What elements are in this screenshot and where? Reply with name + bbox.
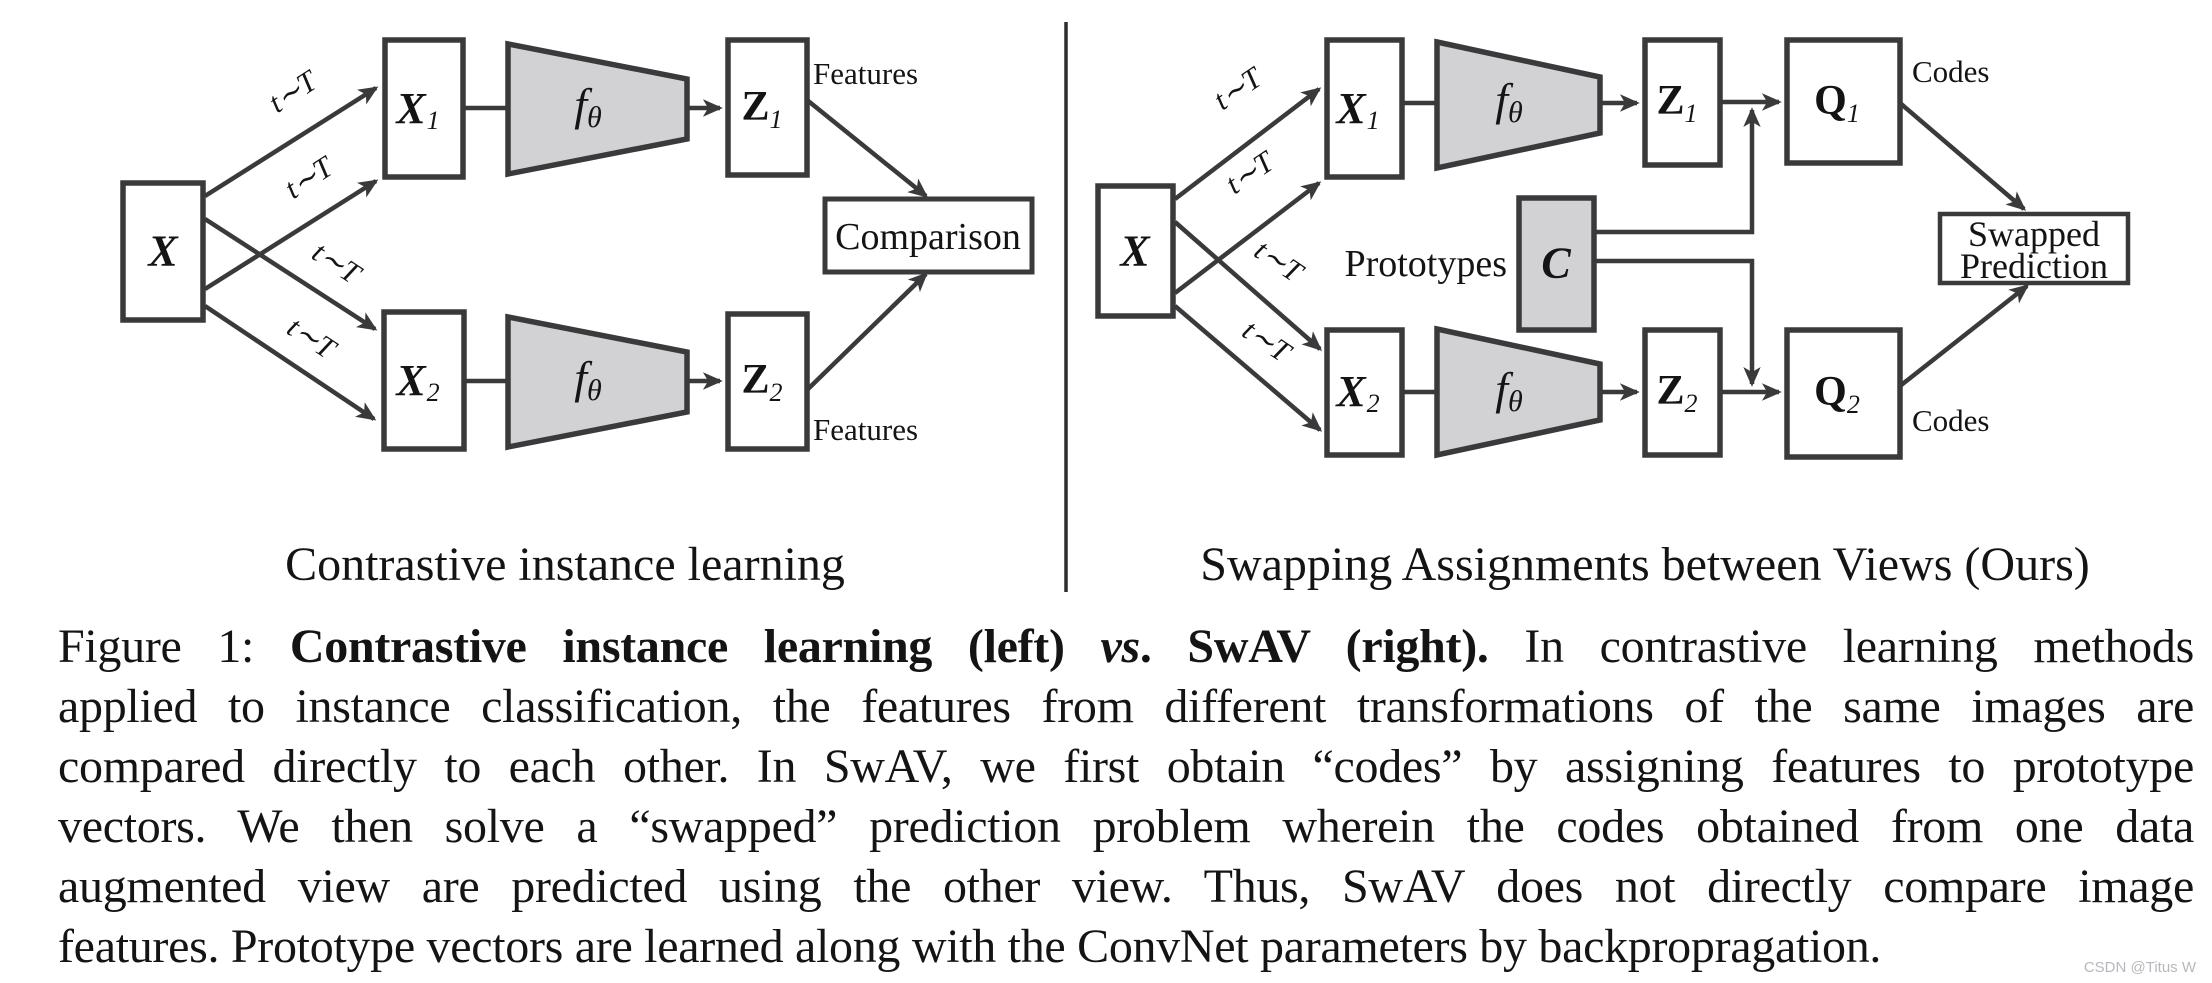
transform-label: t∼T xyxy=(278,150,339,206)
left-panel-title: Contrastive instance learning xyxy=(285,538,845,591)
figure-caption xyxy=(58,617,2194,977)
encoder-label: $f_\theta$ xyxy=(574,351,602,407)
caption-vs: vs xyxy=(1100,620,1140,673)
transform-label: t∼T xyxy=(1236,313,1297,369)
node-q1-label: $Q_1$ xyxy=(1814,78,1860,128)
node-x2-label: $X_2$ xyxy=(396,355,440,407)
comparison-label: Comparison xyxy=(835,216,1021,258)
augment-arrow xyxy=(205,306,374,419)
caption-text: In contrastive learning methods xyxy=(1488,620,2194,673)
caption-line-2: applied to instance classification, the features from different transformations of the same images are xyxy=(58,680,2194,733)
transform-label: t∼T xyxy=(281,310,342,366)
node-x1-label: $X_1$ xyxy=(396,83,440,135)
transform-label: t∼T xyxy=(306,235,367,291)
features-label-bottom: Features xyxy=(813,412,919,447)
caption-line-6: features. Prototype vectors are learned along with the ConvNet parameters by backpropragation. xyxy=(58,920,1882,973)
caption-bold-right: . SwAV (right). xyxy=(1139,620,1489,673)
transform-label: t∼T xyxy=(1219,145,1280,201)
features-label-top: Features xyxy=(813,56,919,91)
prototypes-c-label: C xyxy=(1541,238,1571,288)
codes-label-bottom: Codes xyxy=(1912,403,1990,438)
node-z1-label: $Z_1$ xyxy=(741,84,783,134)
feature-to-comparison-arrow xyxy=(807,274,926,390)
caption-line-5: augmented view are predicted using the other view. Thus, SwAV does not directly compare image xyxy=(58,860,2194,913)
caption-line-4: vectors. We then solve a “swapped” prediction problem wherein the codes obtained from one data xyxy=(58,800,2194,853)
node-z2-label: $Z_2$ xyxy=(1656,368,1698,418)
caption-figure-number: Figure 1: xyxy=(58,620,290,673)
encoder-label: $f_\theta$ xyxy=(574,78,602,134)
right-diagram xyxy=(1098,40,2128,591)
caption-line-3: compared directly to each other. In SwAV, we first obtain “codes” by assigning features to prototype xyxy=(58,740,2194,793)
node-x-label: X xyxy=(1120,226,1150,276)
encoder-label: $f_\theta$ xyxy=(1495,73,1523,129)
feature-to-comparison-arrow xyxy=(807,100,926,196)
encoder-label: $f_\theta$ xyxy=(1495,362,1523,418)
code-to-swapped-arrow xyxy=(1900,286,2027,386)
caption-line-1 xyxy=(58,617,2194,677)
code-to-swapped-arrow xyxy=(1900,103,2024,209)
caption-bold-left: Contrastive instance learning (left) xyxy=(289,620,1101,673)
left-diagram xyxy=(123,40,1032,591)
transform-label: t∼T xyxy=(262,64,323,120)
transform-label: t∼T xyxy=(1248,233,1309,289)
node-q2-label: $Q_2$ xyxy=(1814,369,1860,419)
node-z1-label: $Z_1$ xyxy=(1656,78,1698,128)
node-x1-label: $X_1$ xyxy=(1336,83,1380,135)
prototypes-label: Prototypes xyxy=(1344,243,1507,285)
node-x-label: X xyxy=(148,226,178,276)
node-z2-label: $Z_2$ xyxy=(741,357,783,407)
codes-label-top: Codes xyxy=(1912,54,1990,89)
swapped-prediction-label-line1: Swapped xyxy=(1968,214,2100,254)
transform-label: t∼T xyxy=(1207,61,1268,117)
right-panel-title: Swapping Assignments between Views (Ours) xyxy=(1200,538,2090,591)
swapped-prediction-label-line2: Prediction xyxy=(1960,246,2108,286)
node-x2-label: $X_2$ xyxy=(1336,366,1380,418)
watermark: CSDN @Titus W xyxy=(2083,959,2196,976)
